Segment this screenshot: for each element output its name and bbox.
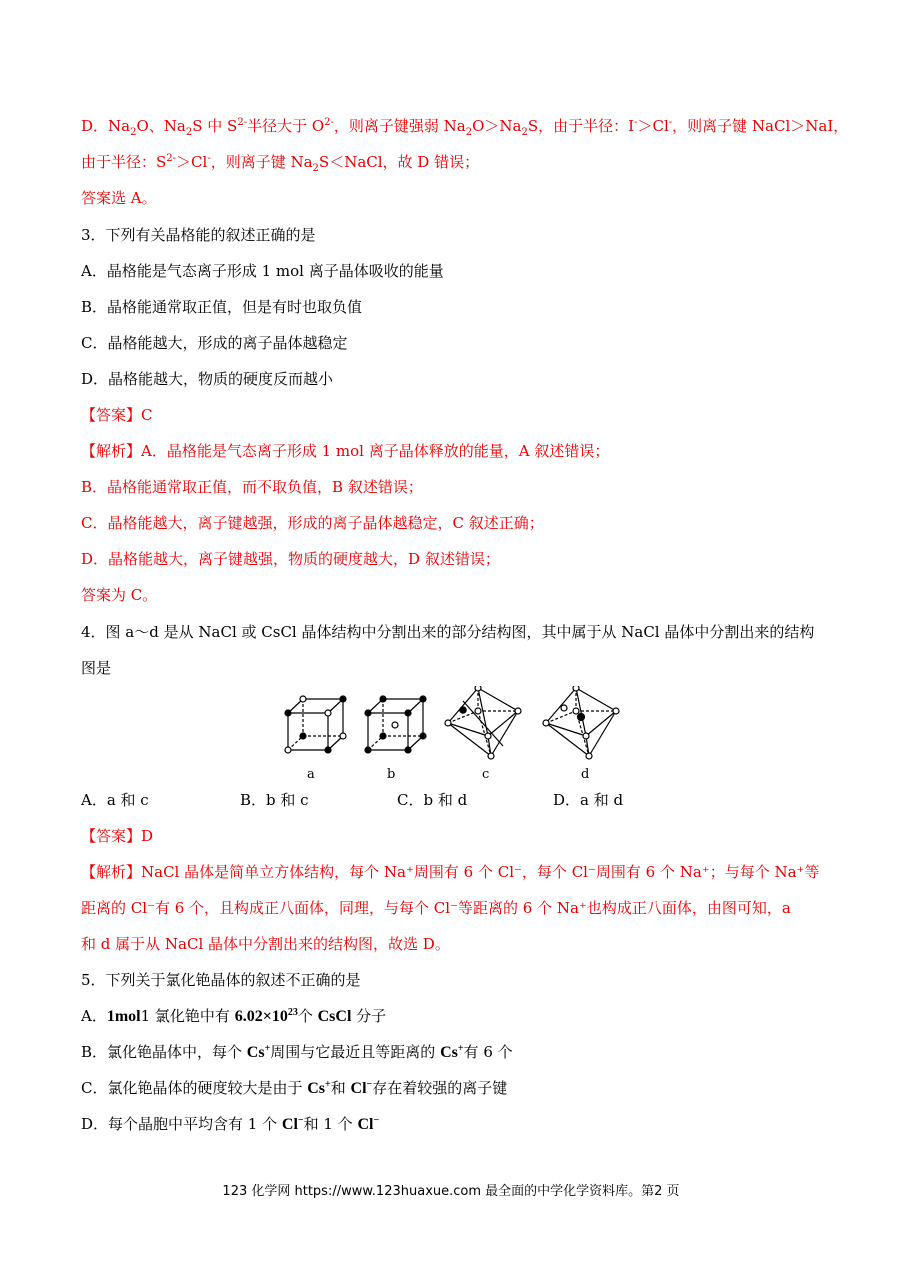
q4-analysis-line3: 和 d 属于从 NaCl 晶体中分割出来的结构图，故选 D。 — [81, 935, 450, 953]
analysis-tag: 【解析】 — [81, 442, 142, 460]
q4-stem-line2: 图是 — [81, 659, 112, 677]
page-footer: 123 化学网 https://www.123huaxue.com 最全面的中学化学资料库。第2 页 — [222, 1184, 680, 1199]
q3-option-b: B．晶格能通常取正值，但是有时也取负值 — [81, 298, 363, 316]
q3-answer — [81, 405, 153, 425]
analysis-tag: 【解析】 — [81, 863, 142, 881]
answer-tag: 【答案】 — [81, 406, 142, 424]
q4-answer — [81, 826, 153, 846]
q4-analysis-line1: 【解析】NaCl 晶体是简单立方体结构，每个 Na⁺周围有 6 个 Cl⁻，每个 Cl⁻周围有 6 个 Na⁺；与每个 Na⁺等 — [81, 863, 820, 881]
q4-option-c: C．b 和 d — [397, 791, 468, 809]
fig-label-c: c — [482, 767, 490, 782]
q5-option-c: C．氯化铯晶体的硬度较大是由于 Cs+和 Cl−存在着较强的离子键 — [81, 1079, 508, 1097]
q3-final: 答案为 C。 — [81, 586, 158, 604]
q3-option-a: A．晶格能是气态离子形成 1 mol 离子晶体吸收的能量 — [81, 262, 444, 280]
q3-stem: 3．下列有关晶格能的叙述正确的是 — [81, 226, 316, 244]
prev-analysis-d-line2: 由于半径：$S^{2-}>Cl^-$，则离子键 $Na_2S<NaCl$，故 D 错误； — [81, 153, 480, 174]
answer-value: D — [141, 827, 154, 845]
q5-stem: 5．下列关于氯化铯晶体的叙述不正确的是 — [81, 971, 361, 989]
prev-analysis-d-line1: D．$Na_2O$、$Na_2S$ 中 $S^{2-}$半径大于 $O^{2-}$，则离子键强弱 $Na_2O>Na_2S$，由于半径：I-＞Cl-，则离子键 NaCl＞NaI， — [81, 117, 849, 138]
fig-label-b: b — [387, 767, 396, 782]
q3-analysis-d: D．晶格能越大，离子键越强，物质的硬度越大，D 叙述错误； — [81, 550, 500, 568]
structure-a — [285, 696, 346, 753]
q4-analysis-line2: 距离的 Cl⁻有 6 个，且构成正八面体，同理，与每个 Cl⁻等距离的 6 个 Na⁺也构成正八面体，由图可知，a — [81, 899, 791, 917]
structure-b — [365, 696, 426, 753]
q3-option-d: D．晶格能越大，物质的硬度反而越小 — [81, 370, 334, 388]
q4-option-b: B．b 和 c — [240, 791, 309, 809]
q3-analysis-c: C．晶格能越大，离子键越强，形成的离子晶体越稳定，C 叙述正确； — [81, 514, 544, 532]
q4-option-a: A．a 和 c — [81, 791, 149, 809]
q5-option-a: A．1mol1 氯化铯中有 $6.02\times 10^{23}$个 CsCl 分子 — [81, 1007, 387, 1025]
fig-label-a: a — [307, 767, 315, 782]
q3-analysis-a: 【解析】A．晶格能是气态离子形成 1 mol 离子晶体释放的能量，A 叙述错误； — [81, 442, 610, 460]
structure-c — [445, 686, 521, 759]
crystal-structure-figure — [283, 686, 628, 786]
q3-option-c: C．晶格能越大，形成的离子晶体越稳定 — [81, 334, 348, 352]
structure-d — [543, 686, 619, 759]
answer-value: C — [141, 406, 153, 424]
answer-tag: 【答案】 — [81, 827, 142, 845]
q5-option-b: B．氯化铯晶体中，每个 Cs+周围与它最近且等距离的 Cs+有 6 个 — [81, 1043, 513, 1061]
prev-answer-final: 答案选 A。 — [81, 189, 157, 207]
fig-label-d: d — [581, 767, 590, 782]
q4-stem-line1: 4．图 a～d 是从 NaCl 或 CsCl 晶体结构中分割出来的部分结构图，其中属于从 NaCl 晶体中分割出来的结构 — [81, 623, 815, 641]
q3-analysis-b: B．晶格能通常取正值，而不取负值，B 叙述错误； — [81, 478, 423, 496]
q5-option-d: D．每个晶胞中平均含有 1 个 Cl−和 1 个 Cl− — [81, 1115, 380, 1133]
q4-option-d: D．a 和 d — [553, 791, 624, 809]
